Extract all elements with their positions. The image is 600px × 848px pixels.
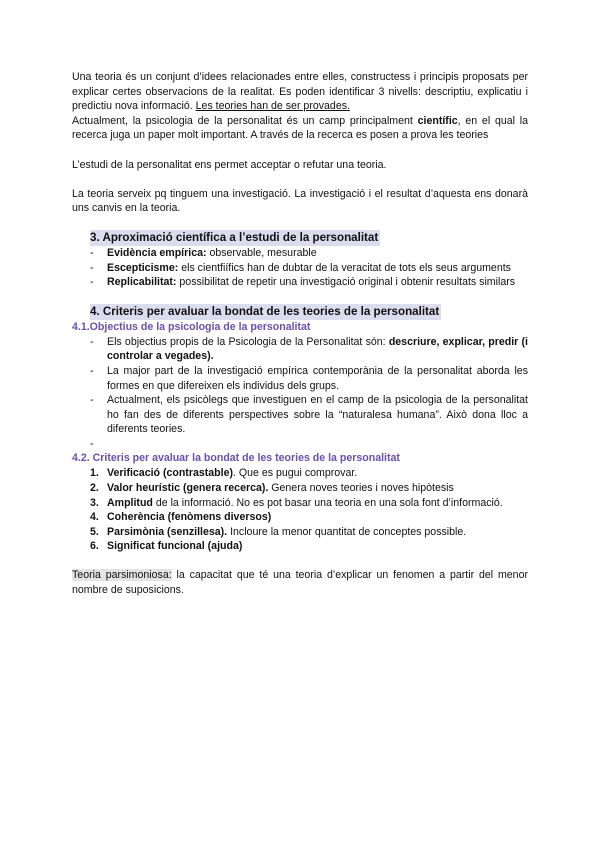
list-item: - Els objectius propis de la Psicologia de la Personalitat són: descriure, explicar, predir (i controlar a vegades). [90, 335, 528, 364]
section-3-list [72, 246, 528, 290]
section-4-heading: 4. Criteris per avaluar la bondat de les teories de la personalitat [90, 304, 440, 318]
list-item: - Replicabilitat: possibilitat de repetir una investigació original i obtenir resultats similars [90, 275, 528, 290]
subsection-4-1-heading: 4.1.Objectius de la psicologia de la personalitat [72, 320, 311, 333]
criteria-item: 3. Amplitud de la informació. No es pot basar una teoria en una sola font d’informació. [90, 496, 503, 509]
underlined-statement: Les teories han de ser provades. [195, 100, 350, 113]
list-item: - Evidència empírica: observable, mesurable [90, 246, 528, 261]
intro-paragraph-4: La teoria serveix pq tinguem una investigació. La investigació i el resultat d’aquesta ens donarà uns canvis en la teoria. [72, 187, 528, 215]
list-item: - La major part de la investigació empírica contemporània de la personalitat aborda les formes en que difereixen els individus dels grups. [90, 364, 528, 393]
criteria-list [72, 466, 528, 554]
criteria-item: 1. Verificació (contrastable). Que es pugui comprovar. [90, 467, 358, 480]
criteria-item: 4. Coherència (fenòmens diversos) [90, 511, 272, 524]
criteria-item: 5. Parsimònia (senzillesa). Incloure la menor quantitat de conceptes possible. [90, 525, 467, 538]
intro-paragraph-2: Actualment, la psicologia de la personalitat és un camp principalment científic, en el qual la recerca juga un paper molt important. A través de la recerca es posen a prova les teories [72, 114, 528, 142]
criteria-item: 2. Valor heurístic (genera recerca). Genera noves teories i noves hipòtesis [90, 482, 454, 495]
subsection-4-1-list [72, 335, 528, 452]
intro-paragraph-1: Una teoria és un conjunt d’idees relacionades entre elles, constructess i principis proposats per explicar certes observacions de la realitat. Es poden identificar 3 nivells: descriptiu, explicatiu i predictiu nova informació. Les teories han de ser provades. [72, 71, 528, 113]
closing-paragraph: Teoria parsimoniosa: la capacitat que té una teoria d’explicar un fenomen a partir del menor nombre de suposicions. [72, 569, 528, 596]
criteria-item: 6. Significat funcional (ajuda) [90, 540, 243, 553]
list-item-empty [90, 437, 528, 452]
intro-paragraph-3: L’estudi de la personalitat ens permet acceptar o refutar una teoria. [72, 158, 387, 171]
highlighted-term: Teoria parsimoniosa: [72, 569, 172, 582]
list-item: - Actualment, els psicòlegs que investiguen en el camp de la psicologia de la personalitat ho fan des de diferents perspectives sobre la “naturalesa humana”. Això dona lloc a diferents teories. [90, 393, 528, 437]
document-page [72, 70, 528, 597]
subsection-4-2-heading: 4.2. Criteris per avaluar la bondat de les teories de la personalitat [72, 452, 400, 465]
section-3-heading: 3. Aproximació científica a l’estudi de la personalitat [90, 230, 379, 244]
list-item: - Escepticisme: els cientfiífics han de dubtar de la veracitat de tots els seus arguments [90, 261, 528, 276]
